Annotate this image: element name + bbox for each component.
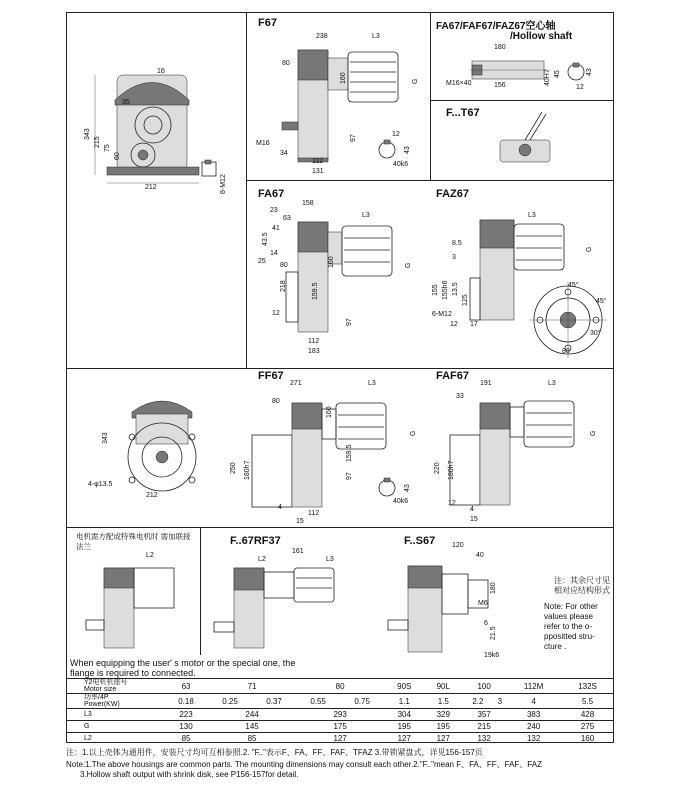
- dim-ff67-112: 112: [308, 510, 320, 517]
- row-label: L3: [66, 709, 164, 721]
- dim-f67-215: 215: [94, 136, 101, 148]
- dim-f67-16: 16: [157, 68, 165, 75]
- other-values-note-cn: 注：其余尺寸见 相对应结构形式: [554, 576, 610, 595]
- ft67-torque-arm-view: [490, 110, 560, 170]
- dim-fa67-41: 41: [272, 225, 280, 232]
- table-cell: 85: [164, 733, 208, 745]
- f67rf37-front-view: [210, 558, 360, 658]
- dim-f67-g: G: [412, 78, 419, 84]
- table-row-l3: [66, 709, 614, 721]
- dim-f67-m16: M16: [256, 140, 270, 147]
- dim-f67-35: 35: [122, 99, 130, 106]
- table-cell: 223: [164, 709, 208, 721]
- dim-f67-34: 34: [280, 150, 288, 157]
- size-cell: 132S: [561, 679, 614, 694]
- dim-ff67-4-13-5: 4-φ13.5: [88, 481, 113, 488]
- divider-motor: [200, 527, 201, 655]
- title-faf67: FAF67: [436, 370, 470, 382]
- dim-faf67-g: G: [590, 430, 597, 436]
- ff67-shaft-section: [377, 478, 397, 498]
- dim-f67-97: 97: [350, 134, 357, 142]
- dim-faf67-l3: L3: [548, 380, 556, 387]
- table-cell: 160: [561, 733, 614, 745]
- dim-faf67-15: 15: [470, 516, 478, 523]
- table-cell: 132: [462, 733, 506, 745]
- power-cell: 0.18: [164, 694, 208, 709]
- dim-fa67-23: 23: [270, 207, 278, 214]
- dim-fa67-25: 25: [258, 258, 266, 265]
- dim-f67-343: 343: [84, 128, 91, 140]
- power-cell: 2.2: [462, 694, 493, 709]
- dim-hollow-12: 12: [576, 84, 584, 91]
- power-cell: 0.25: [208, 694, 252, 709]
- dim-hollow-45: 45: [554, 70, 561, 78]
- table-row-g: [66, 721, 614, 733]
- dim-fa67-43-5: 43.5: [262, 232, 269, 246]
- dim-f67-160: 160: [340, 72, 347, 84]
- f67-front-view: [290, 40, 430, 180]
- dim-hollow-156: 156: [494, 82, 506, 89]
- motor-flange-note-cn: 电机需方配或特殊电机时 需加联接法兰: [76, 532, 191, 551]
- title-fa67: FA67: [258, 188, 285, 200]
- dim-faf67-191: 191: [480, 380, 492, 387]
- table-row-l2: [66, 733, 614, 745]
- subtitle-hollow: /Hollow shaft: [510, 31, 573, 42]
- dim-ff67-343: 343: [102, 432, 109, 444]
- title-ft67: F...T67: [446, 107, 480, 119]
- power-header: 功率/4P Power(KW): [66, 694, 164, 709]
- table-cell: 383: [506, 709, 561, 721]
- dim-faz67-l3: L3: [528, 212, 536, 219]
- divider-hollow: [430, 12, 431, 180]
- fs67-front-view: [384, 560, 504, 660]
- dim-fs67-21-5: 21.5: [490, 626, 497, 640]
- table-cell: 240: [506, 721, 561, 733]
- size-cell: 90S: [384, 679, 424, 694]
- dim-f67rf37-161: 161: [292, 548, 304, 555]
- dim-fa67-97: 97: [346, 318, 353, 326]
- dim-faz67-80: 80: [562, 348, 570, 355]
- table-cell: 428: [561, 709, 614, 721]
- dim-hollow-43: 43: [586, 68, 593, 76]
- dim-ff67-97: 97: [346, 472, 353, 480]
- dim-fa67-158: 158: [302, 200, 314, 207]
- dim-faz67-17: 17: [470, 321, 478, 328]
- dim-faz67-155: 155: [432, 284, 439, 296]
- dim-l2: L2: [146, 552, 154, 559]
- divider-hollow-ft: [430, 100, 614, 101]
- row-label: G: [66, 721, 164, 733]
- power-cell: 0.55: [296, 694, 340, 709]
- dim-f67-212: 212: [145, 184, 157, 191]
- other-values-note-en: Note: For other values please refer to the o-ppositted stru-cture .: [544, 602, 598, 651]
- dim-fa67-l3: L3: [362, 212, 370, 219]
- dim-fa67-63: 63: [283, 215, 291, 222]
- table-cell: 244: [208, 709, 296, 721]
- dim-hollow-180: 180: [494, 44, 506, 51]
- dim-faf67-4: 4: [470, 506, 474, 513]
- table-cell: 127: [424, 733, 462, 745]
- dim-fa67-218: 218: [280, 280, 287, 292]
- dim-ff67-180h7: 180h7: [244, 460, 251, 480]
- title-hollow: FA67/FAF67/FAZ67空心轴: [436, 21, 556, 32]
- size-cell: 63: [164, 679, 208, 694]
- dim-fa67-14: 14: [270, 250, 278, 257]
- power-cell: 3: [494, 694, 507, 709]
- table-row-power: [66, 694, 614, 709]
- dim-f67-60: 60: [114, 152, 121, 160]
- table-cell: 127: [296, 733, 384, 745]
- table-cell: 85: [208, 733, 296, 745]
- motor-adapter-view: [84, 558, 194, 658]
- dim-fa67-80: 80: [280, 262, 288, 269]
- dim-f67-80: 80: [282, 60, 290, 67]
- dim-fa67-12: 12: [272, 310, 280, 317]
- dim-ff67-g: G: [410, 430, 417, 436]
- title-fs67: F..S67: [404, 535, 436, 547]
- table-cell: 215: [462, 721, 506, 733]
- dim-fa67-159-5: 159.5: [312, 282, 319, 300]
- dim-faf67-12: 12: [448, 500, 456, 507]
- table-cell: 275: [561, 721, 614, 733]
- dim-fa67-g: G: [405, 262, 412, 268]
- power-cell: 0.75: [340, 694, 384, 709]
- table-cell: 293: [296, 709, 384, 721]
- dim-f67-238: 238: [316, 33, 328, 40]
- dim-faz67-45a: 45°: [568, 282, 579, 289]
- dim-fs67-40: 40: [476, 552, 484, 559]
- dim-f67-131: 131: [312, 168, 324, 175]
- dim-fs67-6: 6: [484, 620, 488, 627]
- dim-faz67-3: 3: [452, 254, 456, 261]
- dim-fs67-180: 180: [490, 582, 497, 594]
- dim-faz67-30: 30°: [590, 330, 601, 337]
- dim-hollow-m16: M16×40: [446, 80, 472, 87]
- dim-fa67-112: 112: [308, 338, 320, 345]
- dim-ff67-250: 250: [230, 462, 237, 474]
- hollow-section: [566, 62, 586, 82]
- table-row-motor-size: [66, 679, 614, 694]
- table-cell: 175: [296, 721, 384, 733]
- title-f67rf37: F..67RF37: [230, 535, 281, 547]
- dim-fa67-183: 183: [308, 348, 320, 355]
- size-cell: 71: [208, 679, 296, 694]
- dim-ff67-159-5: 159.5: [346, 444, 353, 462]
- equip-motor-note: When equipping the user′ s motor or the special one, the flange is required to connected.: [70, 658, 296, 678]
- size-cell: 90L: [424, 679, 462, 694]
- dim-ff67-l3: L3: [368, 380, 376, 387]
- faf67-front-view: [440, 395, 600, 515]
- size-cell: 100: [462, 679, 506, 694]
- footnote-en-2: 3.Hollow shaft output with shrink disk, see P156-157for detail.: [80, 770, 299, 779]
- dim-hollow-40h7: 40H7: [544, 69, 551, 86]
- dim-faz67-45b: 45°: [596, 298, 607, 305]
- dim-faf67-180h7: 180h7: [448, 460, 455, 480]
- dim-f67-8m12: 8-M12: [220, 174, 227, 194]
- divider-row2: [66, 368, 614, 369]
- dim-ff67-271: 271: [290, 380, 302, 387]
- dim-ff67-160: 160: [326, 406, 333, 418]
- table-cell: 132: [506, 733, 561, 745]
- dim-fs67-120: 120: [452, 542, 464, 549]
- divider-row3: [66, 527, 614, 528]
- dim-faz67-g: G: [586, 246, 593, 252]
- power-cell: 1.1: [384, 694, 424, 709]
- dim-faz67-155h6: 155h6: [442, 280, 449, 300]
- dim-f67-75: 75: [104, 144, 111, 152]
- spec-table: [66, 678, 614, 744]
- title-faz67: FAZ67: [436, 188, 470, 200]
- power-cell: 4: [506, 694, 561, 709]
- f67-shaft-section: [377, 140, 397, 160]
- table-cell: 195: [384, 721, 424, 733]
- table-cell: 304: [384, 709, 424, 721]
- dim-faf67-33: 33: [456, 393, 464, 400]
- dim-faz67-12: 12: [450, 321, 458, 328]
- dim-faz67-8-5: 8.5: [452, 240, 462, 247]
- faz67-flange-view: [530, 282, 606, 358]
- table-cell: 130: [164, 721, 208, 733]
- dim-f67-l3: L3: [372, 33, 380, 40]
- dim-faz67-6m12: 6-M12: [432, 311, 452, 318]
- size-cell: 112M: [506, 679, 561, 694]
- dim-fs67-19k6: 19k6: [484, 652, 500, 659]
- title-f67: F67: [258, 17, 277, 29]
- divider-row1: [246, 180, 614, 181]
- footnote-en-1: Note:1.The above housings are common parts. The mounting dimensions may consult each other.2."F.."mean F、FA、FF、FAF、FAZ: [66, 760, 542, 769]
- table-cell: 127: [384, 733, 424, 745]
- size-cell: 80: [296, 679, 384, 694]
- title-ff67: FF67: [258, 370, 284, 382]
- dim-faz67-125: 125: [462, 294, 469, 306]
- dim-f67rf37-l3: L3: [326, 556, 334, 563]
- row-label: L2: [66, 733, 164, 745]
- table-cell: 145: [208, 721, 296, 733]
- divider-col-top: [246, 12, 247, 368]
- table-cell: 357: [462, 709, 506, 721]
- dim-f67-112: 112: [312, 158, 324, 165]
- dim-faz67-13-5: 13.5: [452, 282, 459, 296]
- dim-ff67-40k6: 40k6: [393, 498, 409, 505]
- footnote-cn: 注：1.以上壳体为通用件，安装尺寸均可互相参照.2. "F.."表示F、FA、FF、FAF、TFAZ 3.带锁紧盘式，详见156-157页: [66, 748, 483, 757]
- ff67-side-view: [110, 392, 210, 492]
- table-cell: 329: [424, 709, 462, 721]
- dim-f67-40k6: 40k6: [393, 161, 409, 168]
- table-cell: 195: [424, 721, 462, 733]
- motor-size-header: Y2电机机座号 Motor size: [66, 679, 164, 694]
- dim-f67-43: 43: [404, 146, 411, 154]
- dim-ff67-212: 212: [146, 492, 158, 499]
- power-cell: 0.37: [252, 694, 296, 709]
- dim-faf67-220: 220: [434, 462, 441, 474]
- power-cell: 1.5: [424, 694, 462, 709]
- dim-fa67-160: 160: [328, 256, 335, 268]
- dim-ff67-4: 4: [278, 504, 282, 511]
- dim-ff67-80: 80: [272, 398, 280, 405]
- dim-ff67-43: 43: [404, 484, 411, 492]
- dim-ff67-15: 15: [296, 518, 304, 525]
- dim-f67rf37-l2: L2: [258, 556, 266, 563]
- fa67-front-view: [290, 212, 420, 342]
- dim-f67-12: 12: [392, 131, 400, 138]
- power-cell: 5.5: [561, 694, 614, 709]
- dim-fs67-m6: M6: [478, 600, 488, 607]
